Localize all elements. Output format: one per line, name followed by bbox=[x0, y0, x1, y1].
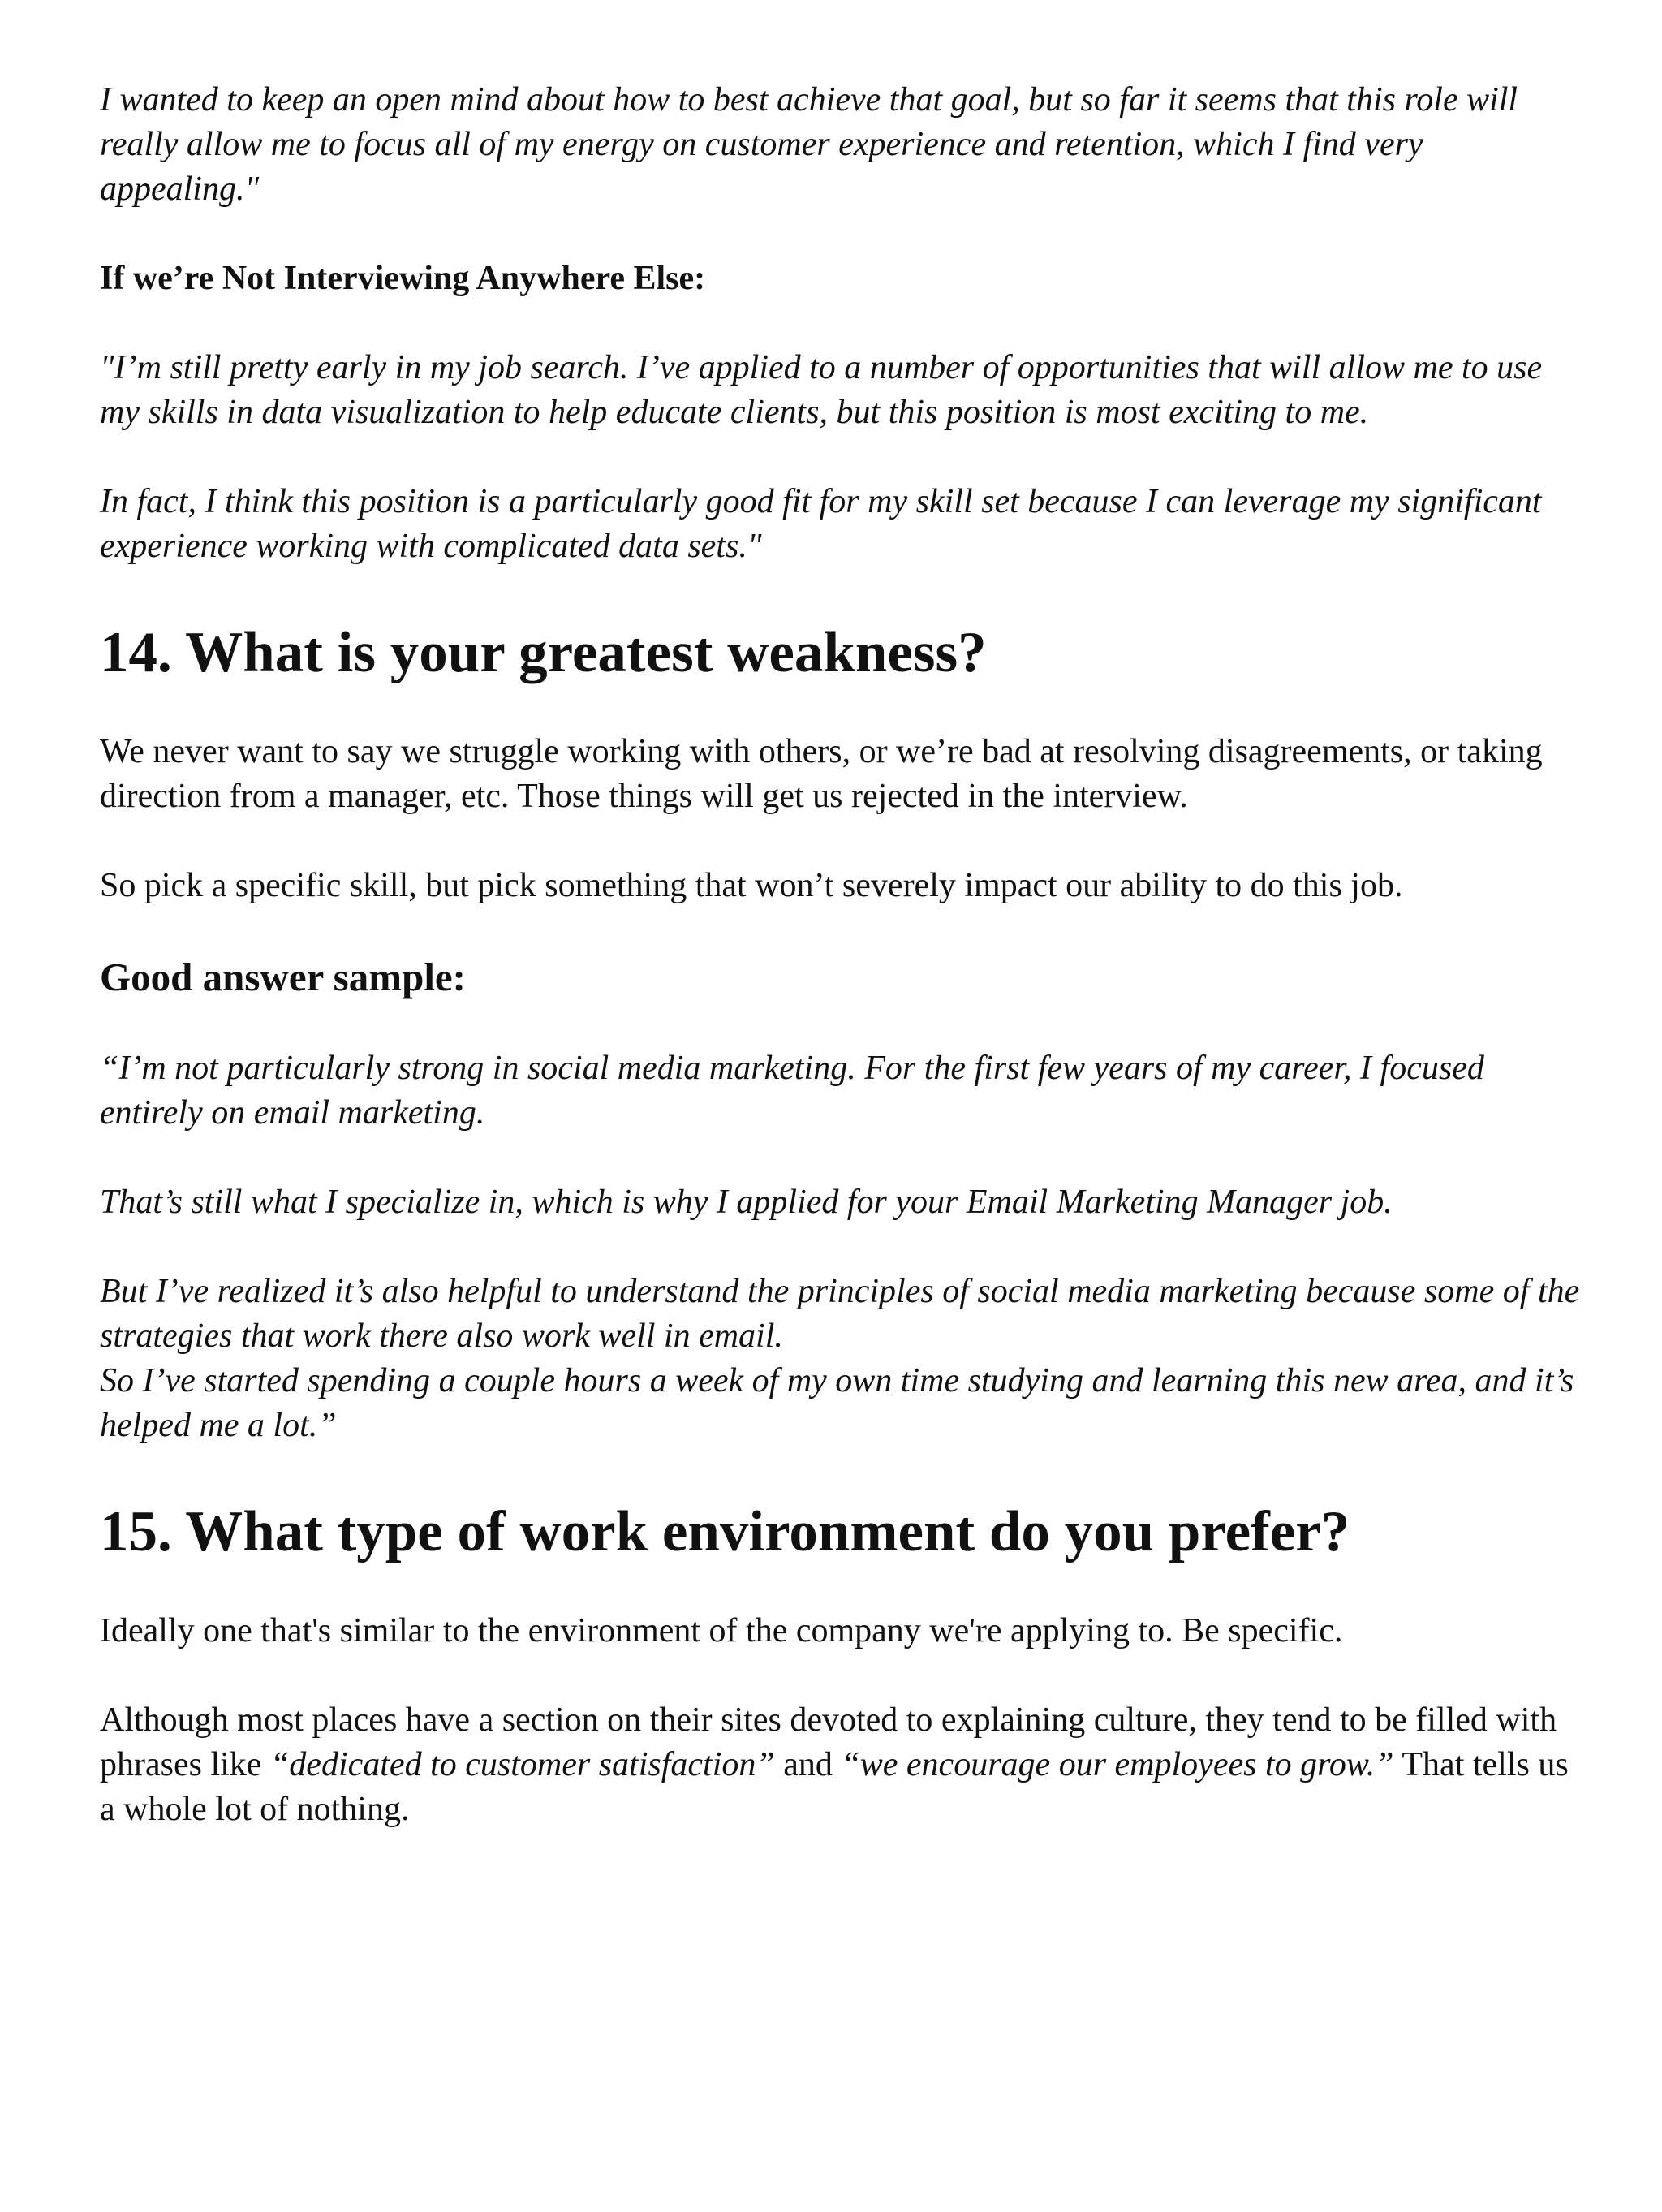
document-page bbox=[100, 78, 1585, 1832]
section-15-paragraph-2 bbox=[100, 1698, 1585, 1832]
sample-quote-3-line-1: But I’ve realized it’s also helpful to understand the principles of social media marketing because some of the strategies that work there also work well in email. bbox=[100, 1273, 1580, 1355]
section-14-heading: 14. What is your greatest weakness? bbox=[100, 621, 987, 684]
quote-good-fit: In fact, I think this position is a particularly good fit for my skill set because I can leverage my significant experience working with complicated data sets." bbox=[100, 483, 1542, 565]
sample-quote-3-line-2: So I’ve started spending a couple hours a week of my own time studying and learning this new area, and it’s helped me a lot.” bbox=[100, 1362, 1574, 1444]
good-answer-sample-label: Good answer sample: bbox=[100, 955, 467, 999]
section-14-paragraph-1: We never want to say we struggle working with others, or we’re bad at resolving disagreements, or taking direction from a manager, etc. Those things will get us rejected in the interview. bbox=[100, 733, 1543, 815]
not-interviewing-label: If we’re Not Interviewing Anywhere Else: bbox=[100, 260, 706, 297]
quote-employees-grow: “we encourage our employees to grow.” bbox=[841, 1746, 1394, 1783]
section-14-paragraph-2: So pick a specific skill, but pick something that won’t severely impact our ability to do this job. bbox=[100, 867, 1403, 904]
section-15-heading: 15. What type of work environment do you prefer? bbox=[100, 1500, 1350, 1563]
quote-early-search: "I’m still pretty early in my job search. I’ve applied to a number of opportunities that will allow me to use my skills in data visualization to help educate clients, but this position is most exciting to me. bbox=[100, 349, 1543, 431]
section-15-paragraph-1: Ideally one that's similar to the environment of the company we're applying to. Be specific. bbox=[100, 1612, 1343, 1649]
paragraph-2-end: That tells us a whole lot of nothing. bbox=[100, 1746, 1569, 1828]
paragraph-2-start: Although most places have a section on their sites devoted to explaining culture, they tend to be filled with phrases like bbox=[100, 1701, 1557, 1783]
intro-paragraph: I wanted to keep an open mind about how to best achieve that goal, but so far it seems that this role will really allow me to focus all of my energy on customer experience and retention, which I find very appealing." bbox=[100, 81, 1518, 208]
sample-quote-1: “I’m not particularly strong in social media marketing. For the first few years of my career, I focused entirely on email marketing. bbox=[100, 1050, 1484, 1132]
sample-quote-2: That’s still what I specialize in, which is why I applied for your Email Marketing Manager job. bbox=[100, 1184, 1393, 1221]
paragraph-2-and: and bbox=[774, 1746, 842, 1783]
quote-customer-satisfaction: “dedicated to customer satisfaction” bbox=[269, 1746, 775, 1783]
